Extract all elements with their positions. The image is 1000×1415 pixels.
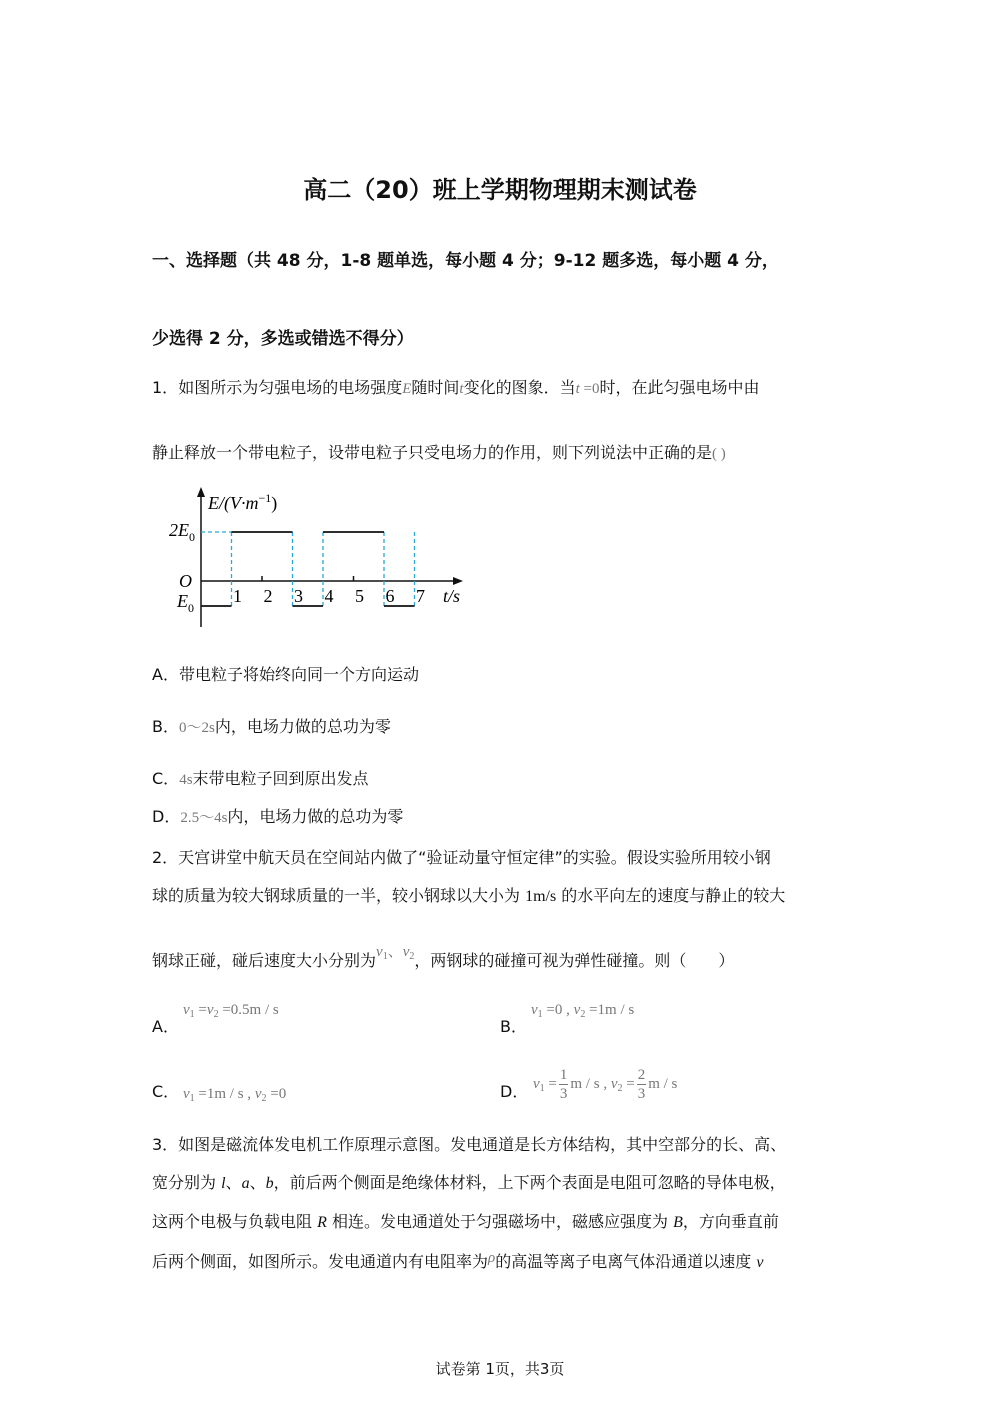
q2-option-d-math: $v_1$ = $\frac{1}{3}$ m / s , $v_2$ = $\frac{2}{3}$ m / s [533, 1067, 678, 1102]
section-heading-line1: 一、选择题（共 48 分，1-8 题单选，每小题 4 分；9-12 题多选，每小题 4 分， [152, 251, 779, 271]
q1-line2 [152, 442, 726, 465]
origin-label: O [179, 571, 192, 591]
option-text: 内，电场力做的总功为零 [214, 717, 391, 736]
q1-number: 1． [152, 378, 179, 397]
y-tick-2e0: $2E_0$ [169, 520, 195, 544]
y-axis-arrow [197, 487, 205, 497]
e-t-graph [150, 485, 470, 635]
q1-condition: t =0 [575, 381, 600, 397]
page-title: 高二（20）班上学期物理期末测试卷 [303, 176, 697, 204]
q1-text3: 变化的图象．当 [463, 378, 576, 397]
page-footer: 试卷第 1页，共3页 [435, 1360, 565, 1378]
x-tick-label-2: 2 [263, 586, 273, 606]
q2-option-b-label[interactable]: B． [500, 1017, 527, 1036]
option-label: B． [152, 717, 179, 736]
q3-line3: 这两个电极与负载电阻 R 相连。发电通道处于匀强磁场中，磁感应强度为 B，方向垂直前 [152, 1212, 779, 1231]
option-math: 2.5～4s [180, 810, 228, 826]
x-tick-label-1: 1 [233, 586, 242, 606]
option-text: 末带电粒子回到原出发点 [192, 769, 369, 788]
q2-speed: 1m/s [525, 888, 557, 905]
q2-option-a-math: $v_1 =v_2 =0.5m / s$ [183, 1002, 279, 1020]
q1-option-c[interactable] [152, 768, 369, 791]
x-tick-label-5: 5 [355, 586, 364, 606]
q1-var-e: E [402, 381, 412, 397]
q3-line1: 3．如图是磁流体发电机工作原理示意图。发电通道是长方体结构，其中空部分的长、高、 [152, 1135, 787, 1154]
q1-line1 [152, 377, 759, 400]
x-axis-arrow [453, 577, 463, 585]
q1-text4: 时，在此匀强电场中由 [599, 378, 760, 397]
q3-line4: 后两个侧面，如图所示。发电通道内有电阻率为ρ的高温等离子电离气体沿通道以速度 v [152, 1250, 764, 1271]
q1-option-a[interactable] [152, 664, 419, 686]
q1-var-t: t [459, 381, 464, 397]
x-tick-label-6: 6 [385, 586, 395, 606]
q1-option-d[interactable] [152, 806, 403, 829]
option-math: 4s [179, 772, 193, 788]
q2-option-b-math: $v_1 =0$ , $v_2 =1m / s$ [531, 1002, 635, 1020]
option-text: 带电粒子将始终向同一个方向运动 [178, 665, 419, 684]
section-heading-line2: 少选得 2 分，多选或错选不得分） [152, 329, 414, 349]
x-axis-label: t/s [443, 586, 461, 606]
q2-option-c-math: $v_1 =1m / s$ , $v_2 =0$ [183, 1086, 287, 1104]
q3-line2: 宽分别为 l、a、b，前后两个侧面是绝缘体材料，上下两个表面是电阻可忽略的导体电极， [152, 1173, 786, 1192]
q2-line1: 2．天宫讲堂中航天员在空间站内做了“验证动量守恒定律”的实验。假设实验所用较小钢 [152, 848, 771, 867]
q2-line2: 球的质量为较大钢球质量的一半，较小钢球以大小为 1m/s 的水平向左的速度与静止的较大 [152, 886, 786, 905]
x-tick-label-7: 7 [416, 586, 425, 606]
x-tick-label-3: 3 [294, 586, 303, 606]
q1-text5: 静止释放一个带电粒子，设带电粒子只受电场力的作用，则下列说法中正确的是 [152, 443, 713, 462]
y-tick-e0: $E_0$ [177, 591, 194, 615]
option-label: D． [152, 807, 181, 826]
q1-text1: 如图所示为匀强电场的电场强度 [178, 378, 403, 397]
q1-paren: ( ) [712, 446, 726, 462]
q2-option-d-label[interactable]: D． [500, 1082, 529, 1101]
rho-symbol: ρ [488, 1250, 496, 1266]
x-tick-label-4: 4 [324, 586, 334, 606]
q2-velocities: $v_1$、$v_2$ [376, 944, 415, 962]
y-axis-label: $E/(V\cdot m^{-1})$ [208, 491, 278, 513]
q2-option-a-label[interactable]: A． [152, 1017, 179, 1036]
option-math: 0～2s [178, 720, 215, 736]
q1-option-b[interactable] [152, 716, 391, 739]
option-text: 内，电场力做的总功为零 [227, 807, 404, 826]
option-label: A． [152, 665, 179, 684]
option-label: C． [152, 769, 180, 788]
q2-line3: 钢球正碰，碰后速度大小分别为$v_1$、$v_2$，两钢球的碰撞可视为弹性碰撞。则（ ） [152, 944, 735, 970]
q1-text2: 随时间 [411, 378, 460, 397]
q2-option-c-label[interactable]: C． [152, 1082, 180, 1101]
